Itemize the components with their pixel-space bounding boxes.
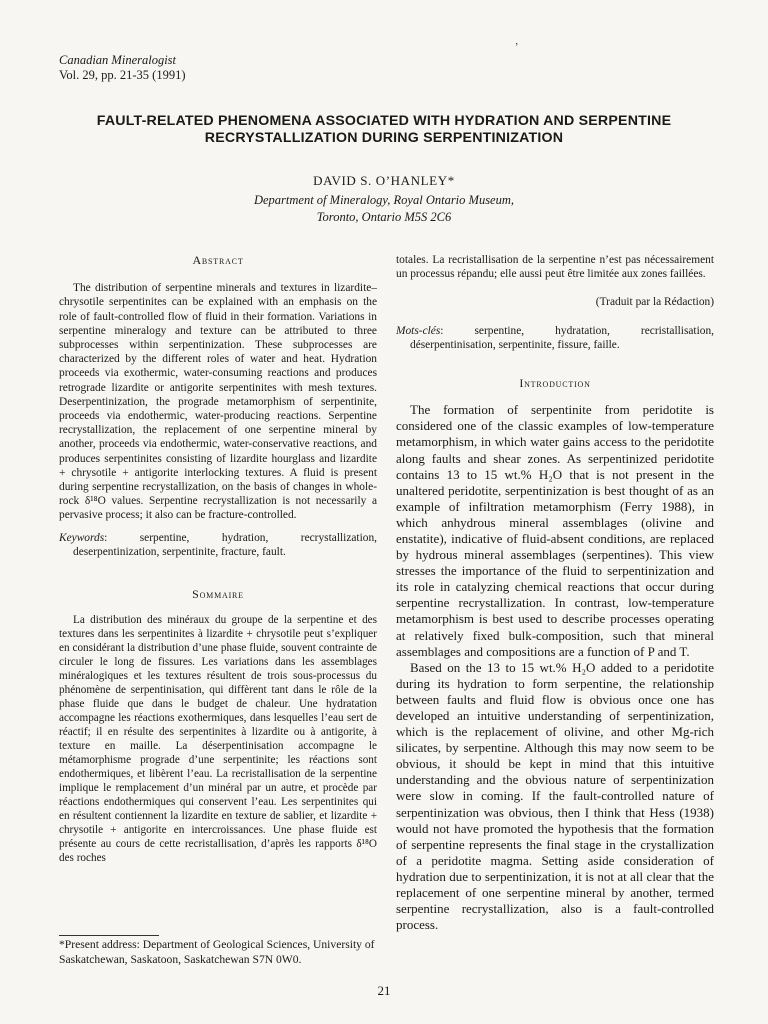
right-column bbox=[396, 253, 714, 933]
introduction-paragraph-1: The formation of serpentinite from peridotite is considered one of the classic examples of low-temperature metamorphism, in which water gains access to the peridotite along faults and shear zones. As serpentinized peridotite contains 13 to 15 wt.% H₂O that is not present in the unaltered peridotite, serpentinization is best thought of as an example of infiltration metamorphism (Ferry 1988), in which anhydrous mineral assemblages (olivine and enstatite), indicative of fluid-absent conditions, are replaced by hydrous mineral assemblages (serpentines). This view stresses the importance of the fluid to serpentinization and its role in catalyzing chemical reactions that occur during serpentine recrystallization. In contrast, low-temperature metamorphism is best used to describe processes operating at relatively fixed bulk-composition, such that mineral assemblages and compositions are a function of P and T. bbox=[396, 402, 714, 659]
keywords-label: Keywords bbox=[59, 531, 105, 544]
stray-mark: ʼ bbox=[515, 42, 519, 53]
journal-name: Canadian Mineralogist bbox=[59, 53, 177, 67]
mots-cles-label: Mots-clés bbox=[396, 324, 441, 337]
footnote-rule bbox=[59, 935, 159, 936]
footnote: *Present address: Department of Geological Sciences, University of Saskatchewan, Saskatoon, Saskatchewan S7N 0W0. bbox=[59, 938, 375, 966]
affiliation-line-1: Department of Mineralogy, Royal Ontario Museum, bbox=[253, 193, 515, 207]
abstract-heading: Abstract bbox=[192, 253, 244, 267]
title-line-2: RECRYSTALLIZATION DURING SERPENTINIZATION bbox=[204, 130, 564, 146]
sommaire-text: La distribution des minéraux du groupe de la serpentine et des textures dans les serpentinites à lizardite + chrysotile peut s’expliquer en considérant la distribution d’une phase fluide, souvent contrainte de circuler le long de fissures. Les variations dans les assemblages minéralogiques et les textures résultent de trois sous-processus du phénomène de serpentinisation, qui diffèrent tant dans le rôle de la phase fluide que dans le budget de chaleur. Une hydratation accompagne les réactions exothermiques, dans lesquelles l’eau sert de réactif; il en résulte des serpentinites à lizardite ou à antigorite, à texture en maille. La déserpentinisation accompagne le métamorphisme prograde d’une serpentinite; les réactions sont endothermiques, et libèrent l’eau. La recristallisation de la serpentine implique le remplacement d’un minéral par un autre, et procède par réactions endothermiques qui conservent l’eau. Les serpentinites qui en résultent contiennent la lizardite en texture de sablier, et lizardite + chrysotile + antigorite en intercroissances. Une phase fluide est présente au cours de cette recristallisation, d’après les rapports δ¹⁸O des roches bbox=[59, 614, 377, 865]
keywords-text: : serpentine, hydration, recrystallization, deserpentinization, serpentinite, fracture, fault. bbox=[73, 531, 377, 558]
page-number: 21 bbox=[377, 983, 391, 998]
mots-cles-text: : serpentine, hydratation, recristallisation, déserpentinisation, serpentinite, fissure, faille. bbox=[410, 324, 714, 351]
sommaire-heading: Sommaire bbox=[192, 587, 244, 602]
journal-volume: Vol. 29, pp. 21-35 (1991) bbox=[59, 68, 186, 82]
title-line-1: FAULT-RELATED PHENOMENA ASSOCIATED WITH HYDRATION AND SERPENTINE bbox=[96, 113, 672, 129]
paper-title bbox=[40, 113, 728, 147]
translation-credit: (Traduit par la Rédaction) bbox=[595, 296, 714, 309]
introduction-paragraph-2: Based on the 13 to 15 wt.% H₂O added to a peridotite during its hydration to form serpentine, the relationship between faults and fluid flow is obvious once one has developed an intuitive understanding of serpentinization, which is the replacement of olivine, and other Mg-rich silicates, by serpentine. Although this may now seem to be obvious, it should be kept in mind that this intuitive understanding and the obvious nature of serpentinization were slow in coming. If the fault-controlled nature of serpentinization was obvious, then I think that Hess (1938) would not have promoted the hypothesis that the formation of serpentine represents the final stage in the crystallization of a peridotite magma. Setting aside consideration of hydration due to serpentinization, it is not at all clear that the replacement of one serpentine mineral by another, termed serpentine recrystallization, also is a fault-controlled process. bbox=[396, 659, 714, 933]
author-name: DAVID S. O’HANLEY* bbox=[313, 173, 455, 188]
left-column bbox=[59, 253, 377, 865]
abstract-keywords bbox=[59, 531, 377, 559]
author-affiliation bbox=[0, 192, 768, 226]
sommaire-continued: totales. La recristallisation de la serpentine n’est pas nécessairement un processus répandu; elle aussi peut être limitée aux zones faillées. bbox=[396, 254, 714, 281]
journal-citation bbox=[59, 53, 186, 83]
introduction-heading: Introduction bbox=[519, 376, 591, 391]
affiliation-line-2: Toronto, Ontario M5S 2C6 bbox=[316, 210, 452, 224]
abstract-text: The distribution of serpentine minerals and textures in lizardite–chrysotile serpentinites can be explained with an emphasis on the role of fault-controlled flow of fluid in their formation. Variations in serpentine mineralogy and texture can be attributed to three subprocesses within serpentinization. These subprocesses are characterized by the different roles of water and heat. Hydration proceeds via exothermic, water-consuming reactions and produces retrograde lizardite or antigorite serpentinites with mesh textures. Deserpentinization, the prograde metamorphism of serpentinite, proceeds via endothermic, water-producing reactions. Serpentine recrystallization, the replacement of one serpentine mineral by another, proceeds via endothermic, water-conservative reactions, and produces serpentinites consisting of lizardite hourglass and lizardite + chrysotile + antigorite interlocking textures. A fluid is present during serpentine recrystallization, on the basis of changes in whole-rock δ¹⁸O values. Serpentine recrystallization is not necessarily a pervasive process; it also can be fracture-controlled. bbox=[59, 282, 377, 522]
introduction-body bbox=[396, 402, 714, 933]
sommaire-keywords bbox=[396, 324, 714, 352]
